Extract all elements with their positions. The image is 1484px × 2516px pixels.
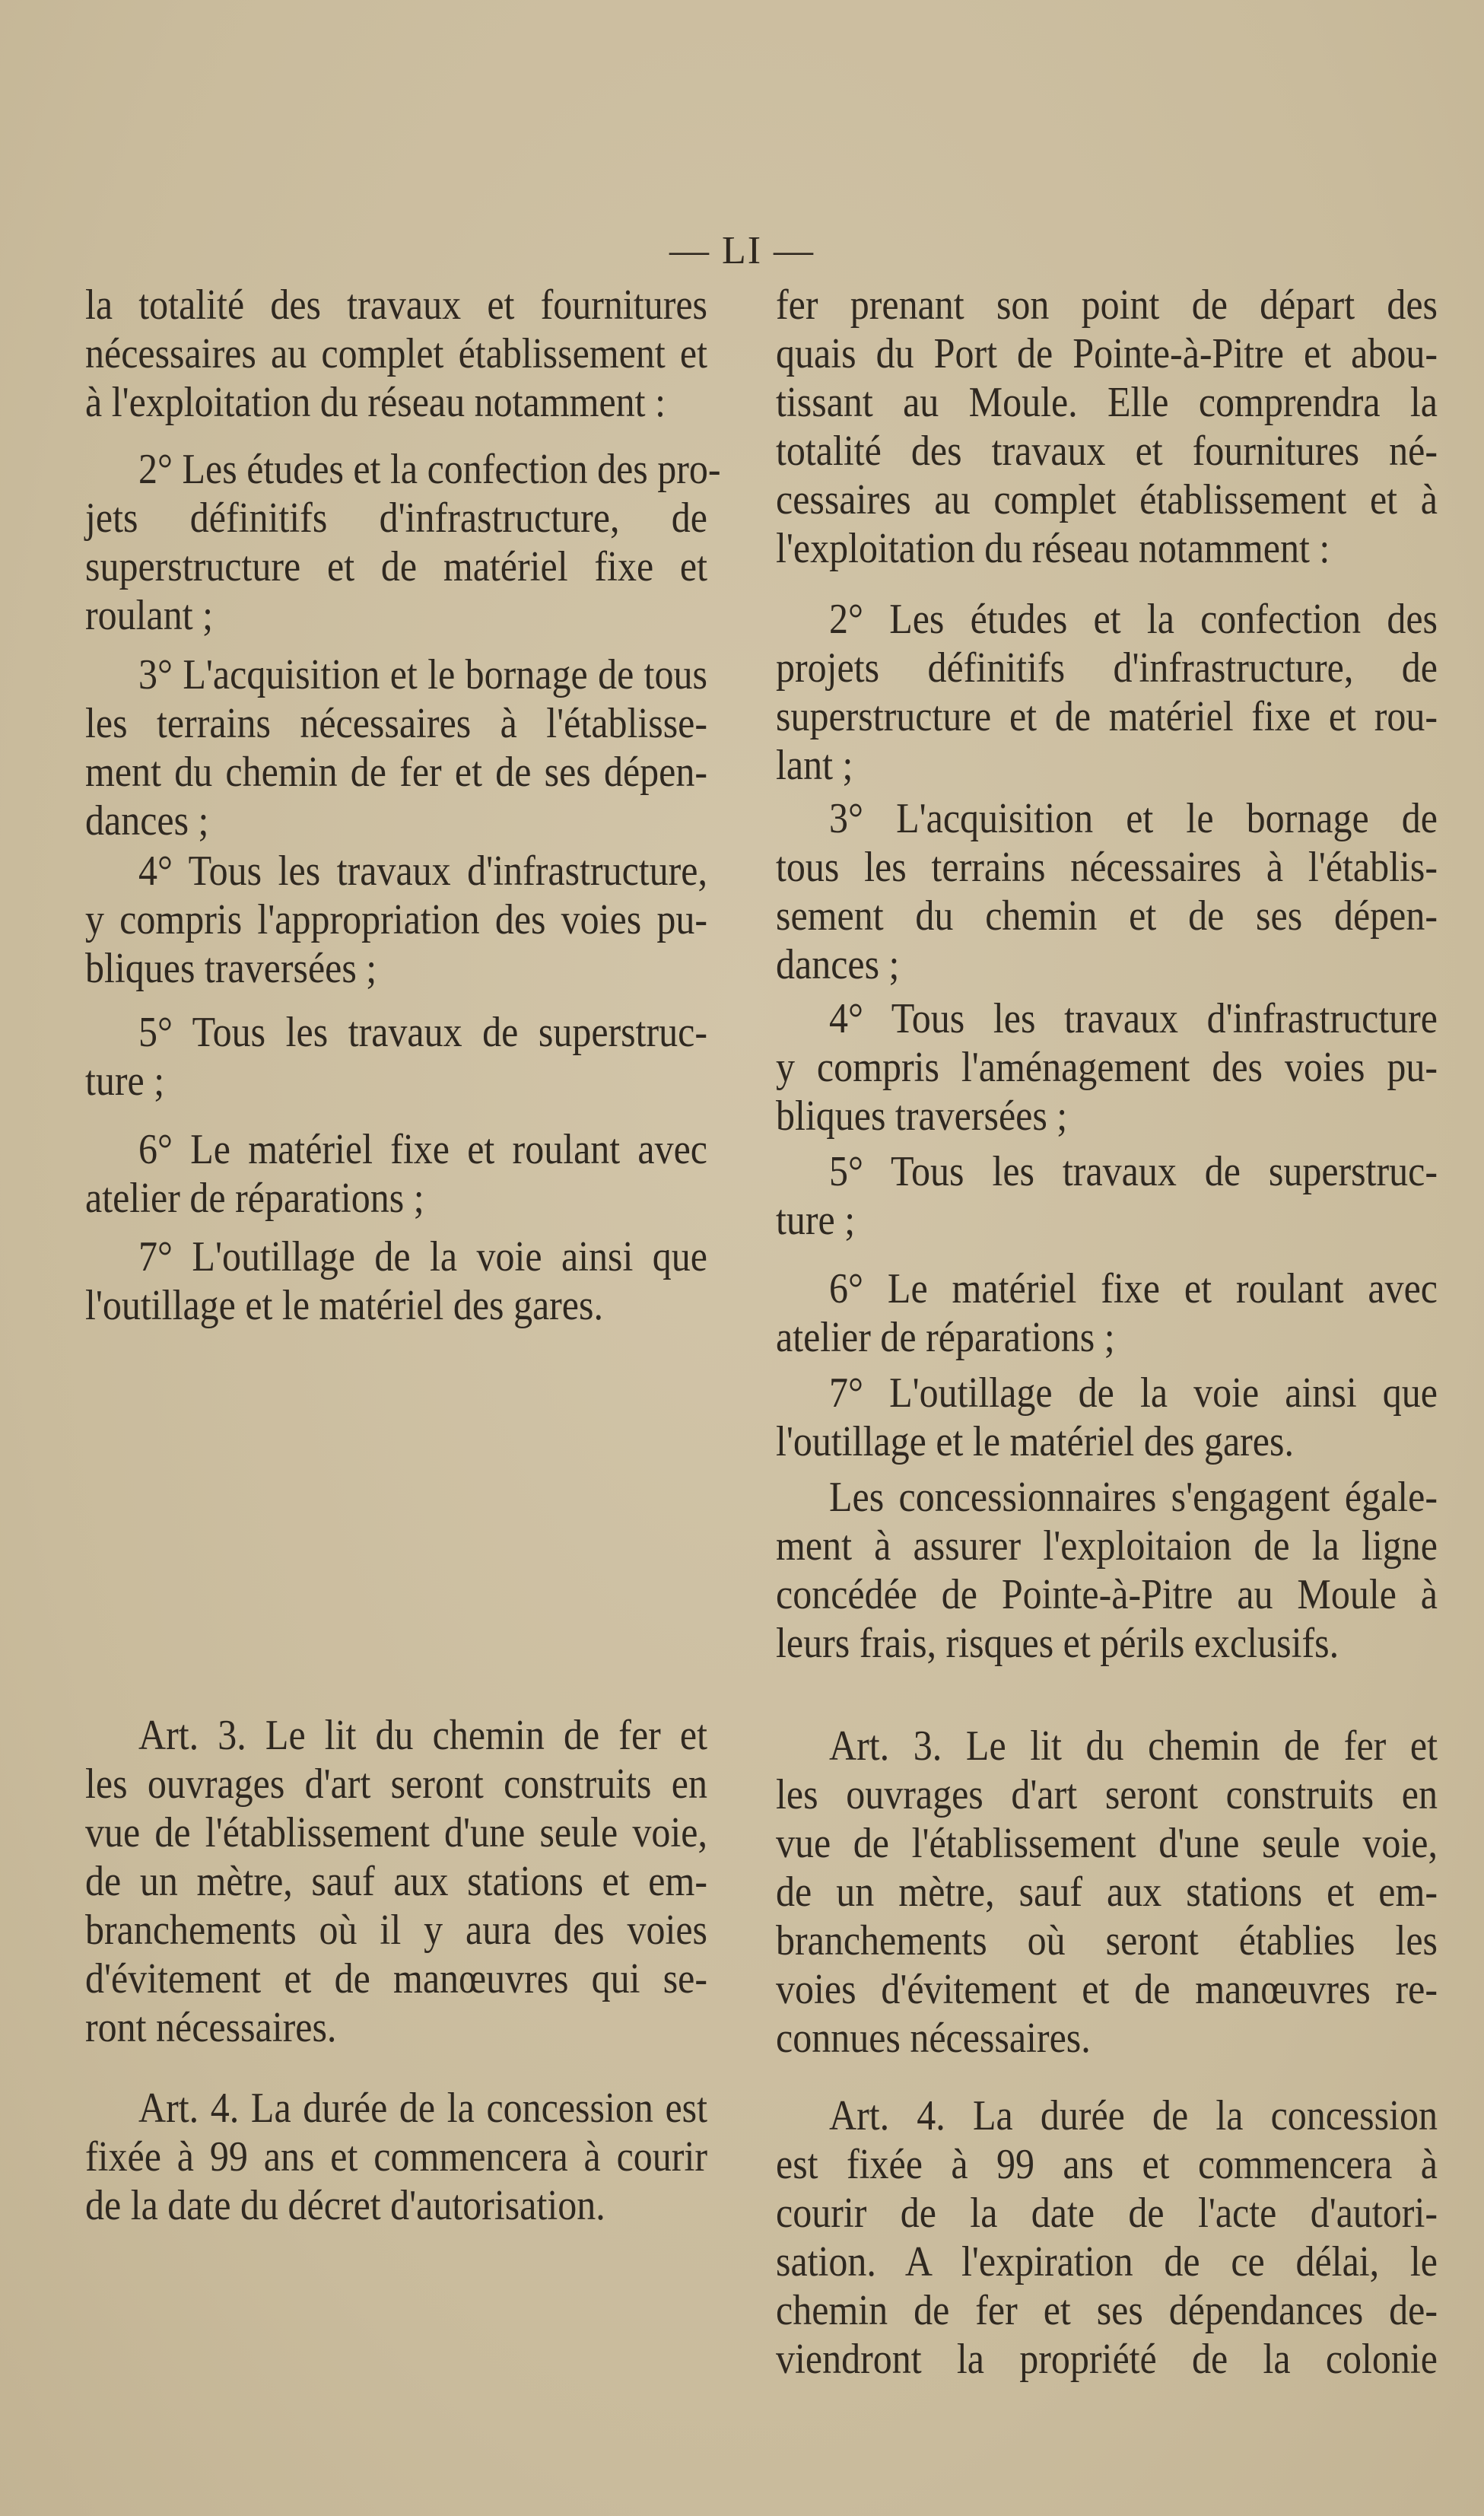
text-line: nécessaires au complet établissement et bbox=[85, 329, 707, 377]
text-line: à l'exploitation du réseau notamment : bbox=[85, 377, 666, 426]
text-line: atelier de réparations ; bbox=[776, 1312, 1115, 1361]
right-paragraph bbox=[776, 994, 1438, 1143]
text-line: ment à assurer l'exploitaion de la ligne bbox=[776, 1521, 1438, 1570]
text-line: bliques traversées ; bbox=[85, 943, 377, 992]
text-line: totalité des travaux et fournitures né- bbox=[776, 426, 1438, 475]
text-line: courir de la date de l'acte d'autori- bbox=[776, 2188, 1438, 2237]
text-line: de un mètre, sauf aux stations et em- bbox=[776, 1867, 1438, 1916]
right-paragraph bbox=[776, 2091, 1438, 2386]
text-line: atelier de réparations ; bbox=[85, 1173, 424, 1222]
text-line: 7° L'outillage de la voie ainsi que bbox=[829, 1368, 1438, 1417]
text-line: viendront la propriété de la colonie bbox=[776, 2334, 1438, 2383]
left-paragraph bbox=[85, 846, 707, 995]
text-line: bliques traversées ; bbox=[776, 1091, 1068, 1140]
text-line: sement du chemin et de ses dépen- bbox=[776, 891, 1438, 940]
text-line: projets définitifs d'infrastructure, de bbox=[776, 643, 1438, 692]
right-paragraph bbox=[776, 794, 1438, 991]
text-line: Art. 3. Le lit du chemin de fer et bbox=[829, 1721, 1438, 1770]
left-paragraph bbox=[85, 650, 707, 848]
text-line: fixée à 99 ans et commencera à courir bbox=[85, 2132, 707, 2180]
text-line: 5° Tous les travaux de superstruc- bbox=[829, 1147, 1438, 1195]
text-line: y compris l'appropriation des voies pu- bbox=[85, 895, 707, 943]
left-paragraph bbox=[85, 1710, 707, 2054]
left-paragraph bbox=[85, 1124, 707, 1225]
page-number: — LI — bbox=[669, 229, 815, 272]
text-line: 3° L'acquisition et le bornage de tous bbox=[138, 650, 707, 698]
text-line: tous les terrains nécessaires à l'établis- bbox=[776, 842, 1438, 891]
right-paragraph bbox=[776, 1721, 1438, 2065]
right-paragraph bbox=[776, 1472, 1438, 1670]
text-line: de un mètre, sauf aux stations et em- bbox=[85, 1856, 707, 1905]
text-line: 4° Tous les travaux d'infrastructure bbox=[829, 994, 1438, 1042]
text-line: y compris l'aménagement des voies pu- bbox=[776, 1042, 1438, 1091]
text-line: l'outillage et le matériel des gares. bbox=[776, 1417, 1294, 1465]
text-line: branchements où il y aura des voies bbox=[85, 1905, 707, 1954]
text-line: quais du Port de Pointe-à-Pitre et abou- bbox=[776, 329, 1438, 377]
text-line: ment du chemin de fer et de ses dépen- bbox=[85, 747, 707, 796]
text-line: 4° Tous les travaux d'infrastructure, bbox=[138, 846, 707, 895]
text-line: 5° Tous les travaux de superstruc- bbox=[138, 1007, 707, 1056]
text-line: lant ; bbox=[776, 740, 853, 789]
text-line: voies d'évitement et de manœuvres re- bbox=[776, 1964, 1438, 2013]
text-line: est fixée à 99 ans et commencera à bbox=[776, 2139, 1438, 2188]
text-line: vue de l'établissement d'une seule voie, bbox=[776, 1818, 1438, 1867]
left-paragraph bbox=[85, 1232, 707, 1332]
text-line: les ouvrages d'art seront construits en bbox=[776, 1770, 1438, 1818]
text-line: superstructure et de matériel fixe et bbox=[85, 542, 707, 590]
text-line: la totalité des travaux et fournitures bbox=[85, 280, 707, 329]
right-paragraph bbox=[776, 1147, 1438, 1247]
text-line: jets définitifs d'infrastructure, de bbox=[85, 493, 707, 542]
text-line: tissant au Moule. Elle comprendra la bbox=[776, 377, 1438, 426]
text-line: 2° Les études et la confection des bbox=[829, 594, 1438, 643]
text-line: Les concessionnaires s'engagent égale- bbox=[829, 1472, 1438, 1521]
right-paragraph bbox=[776, 594, 1438, 792]
text-line: l'outillage et le matériel des gares. bbox=[85, 1280, 603, 1329]
text-line: ront nécessaires. bbox=[85, 2002, 337, 2051]
text-line: dances ; bbox=[776, 940, 900, 988]
text-line: 3° L'acquisition et le bornage de bbox=[829, 794, 1438, 842]
text-line: roulant ; bbox=[85, 590, 214, 639]
text-line: connues nécessaires. bbox=[776, 2013, 1091, 2062]
text-line: concédée de Pointe-à-Pitre au Moule à bbox=[776, 1570, 1438, 1618]
text-line: Art. 4. La durée de la concession est bbox=[138, 2083, 707, 2132]
text-line: Art. 3. Le lit du chemin de fer et bbox=[138, 1710, 707, 1759]
text-line: l'exploitation du réseau notamment : bbox=[776, 523, 1330, 572]
left-paragraph bbox=[85, 2083, 707, 2232]
text-line: les ouvrages d'art seront construits en bbox=[85, 1759, 707, 1808]
text-line: 7° L'outillage de la voie ainsi que bbox=[138, 1232, 707, 1280]
text-line: Art. 4. La durée de la concession bbox=[829, 2091, 1438, 2139]
text-line: 6° Le matériel fixe et roulant avec bbox=[138, 1124, 707, 1173]
text-line: leurs frais, risques et périls exclusifs. bbox=[776, 1618, 1339, 1667]
text-line: sation. A l'expiration de ce délai, le bbox=[776, 2237, 1438, 2285]
text-line: 2° Les études et la confection des pro- bbox=[138, 444, 721, 493]
left-paragraph bbox=[85, 1007, 707, 1108]
text-line: ture ; bbox=[85, 1056, 165, 1105]
text-line: 6° Le matériel fixe et roulant avec bbox=[829, 1264, 1438, 1312]
text-line: de la date du décret d'autorisation. bbox=[85, 2180, 605, 2229]
right-paragraph bbox=[776, 280, 1438, 575]
text-line: vue de l'établissement d'une seule voie, bbox=[85, 1808, 707, 1856]
text-line: fer prenant son point de départ des bbox=[776, 280, 1438, 329]
text-line: d'évitement et de manœuvres qui se- bbox=[85, 1954, 707, 2002]
text-line: ture ; bbox=[776, 1195, 856, 1244]
text-line: chemin de fer et ses dépendances de- bbox=[776, 2285, 1438, 2334]
right-paragraph bbox=[776, 1368, 1438, 1468]
text-line: superstructure et de matériel fixe et rou- bbox=[776, 692, 1438, 740]
text-line: dances ; bbox=[85, 796, 209, 844]
left-paragraph bbox=[85, 444, 721, 642]
text-line: branchements où seront établies les bbox=[776, 1916, 1438, 1964]
text-line: les terrains nécessaires à l'établisse- bbox=[85, 698, 707, 747]
text-line: cessaires au complet établissement et à bbox=[776, 475, 1438, 523]
left-paragraph bbox=[85, 280, 707, 429]
right-paragraph bbox=[776, 1264, 1438, 1364]
